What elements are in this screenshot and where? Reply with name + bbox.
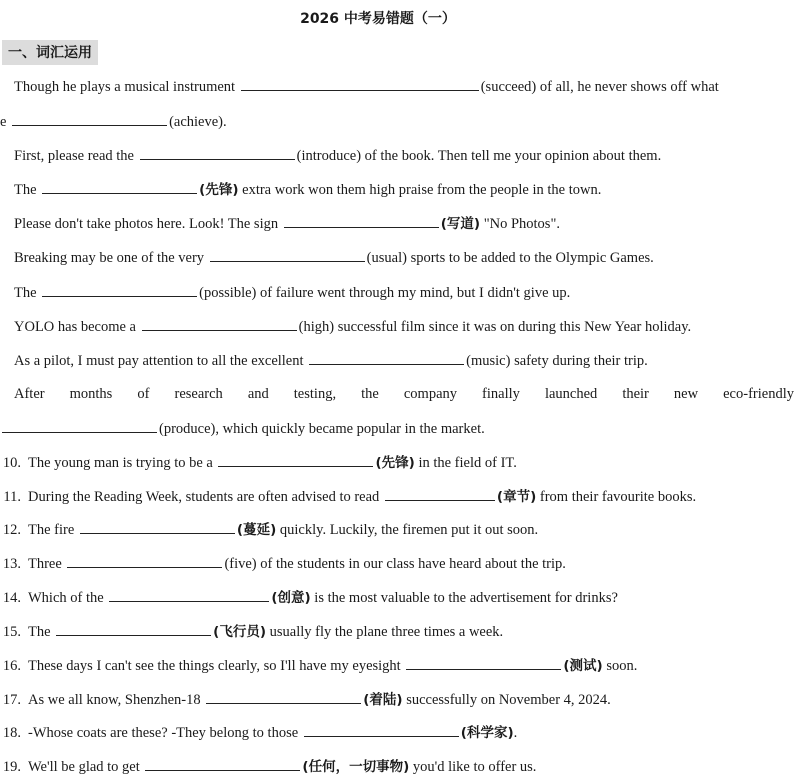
answer-blank[interactable] <box>304 722 459 737</box>
question-text: As we all know, Shenzhen-18 <box>28 692 205 708</box>
question-7 <box>14 282 570 302</box>
answer-blank[interactable] <box>284 213 439 228</box>
question-text-end: is the most valuable to the advertisement for drinks? <box>310 590 618 606</box>
question-text-end: extra work won them high praise from the people in the town. <box>238 182 602 198</box>
question-text: The <box>28 624 55 640</box>
question-text: The fire <box>28 522 78 538</box>
question-text: e <box>0 114 11 130</box>
answer-blank[interactable] <box>67 553 222 568</box>
answer-blank[interactable] <box>406 655 561 670</box>
question-18 <box>0 655 637 675</box>
question-word: research <box>174 386 223 402</box>
answer-blank[interactable] <box>12 111 167 126</box>
question-text-end: of the book. Then tell me your opinion about them. <box>361 148 662 164</box>
question-text: YOLO has become a <box>14 319 140 335</box>
question-text: -Whose coats are these? -They belong to those <box>28 725 302 741</box>
question-number: 19. <box>2 759 21 775</box>
question-number: 16. <box>2 658 21 674</box>
question-text: The young man is trying to be a <box>28 455 217 471</box>
question-text: These days I can't see the things clearly, so I'll have my eyesight <box>28 658 405 674</box>
question-text-end: . <box>513 725 518 741</box>
word-hint: (任何，一切事物) <box>302 759 410 775</box>
question-number: 10. <box>2 455 21 471</box>
question-text-end: quickly. Luckily, the firemen put it out soon. <box>276 522 539 538</box>
word-hint: (科学家) <box>460 725 514 741</box>
answer-blank[interactable] <box>309 350 464 365</box>
question-word: new <box>673 386 699 402</box>
word-hint: (produce) <box>159 421 216 437</box>
question-text-end: usually fly the plane three times a week. <box>266 624 504 640</box>
question-word: company <box>403 386 458 402</box>
question-20 <box>0 722 517 742</box>
question-text-end: in the field of IT. <box>414 455 517 471</box>
question-word: their <box>622 386 649 402</box>
question-3 <box>14 145 661 165</box>
word-hint: (写道) <box>440 216 481 232</box>
question-13 <box>0 486 696 506</box>
question-text: Breaking may be one of the very <box>14 250 208 266</box>
question-text-end: "No Photos". <box>480 216 560 232</box>
question-number: 14. <box>2 590 21 606</box>
answer-blank[interactable] <box>385 486 495 501</box>
answer-blank[interactable] <box>140 145 295 160</box>
answer-blank[interactable] <box>109 587 269 602</box>
question-text-end: of all, he never shows off what <box>536 79 719 95</box>
question-9 <box>14 350 648 370</box>
answer-blank[interactable] <box>56 621 211 636</box>
word-hint: (蔓延) <box>236 522 277 538</box>
answer-blank[interactable] <box>218 452 373 467</box>
question-word: the <box>361 386 379 402</box>
word-hint: (先锋) <box>375 455 415 471</box>
word-hint: (achieve). <box>169 114 227 130</box>
question-text: The <box>14 285 41 301</box>
question-number: 12. <box>2 522 21 538</box>
answer-blank[interactable] <box>210 247 365 262</box>
word-hint: (five) <box>224 556 257 572</box>
word-hint: (succeed) <box>480 79 537 95</box>
question-word: launched <box>544 386 598 402</box>
question-text-end: successfully on November 4, 2024. <box>402 692 611 708</box>
question-text: As a pilot, I must pay attention to all the excellent <box>14 353 308 369</box>
question-text-end: of failure went through my mind, but I didn't give up. <box>256 285 571 301</box>
question-text: The <box>14 182 41 198</box>
question-text-end: of the students in our class have heard about the trip. <box>256 556 566 572</box>
word-hint: (introduce) <box>296 148 362 164</box>
question-10 <box>14 384 794 404</box>
question-word: After <box>14 386 45 402</box>
word-hint: (high) <box>298 319 335 335</box>
question-text-end: sports to be added to the Olympic Games. <box>406 250 654 266</box>
answer-blank[interactable] <box>80 519 235 534</box>
question-number: 13. <box>2 556 21 572</box>
question-8 <box>14 316 691 336</box>
question-5 <box>14 213 560 233</box>
question-11 <box>0 418 485 438</box>
question-text: First, please read the <box>14 148 138 164</box>
question-12 <box>0 452 517 472</box>
question-word: of <box>137 386 150 402</box>
answer-blank[interactable] <box>145 756 300 771</box>
question-21 <box>0 756 536 776</box>
question-text: Please don't take photos here. Look! The sign <box>14 216 282 232</box>
question-word: finally <box>482 386 520 402</box>
word-hint: (先锋) <box>199 182 239 198</box>
question-number: 17. <box>2 692 21 708</box>
question-14 <box>0 519 538 539</box>
word-hint: (usual) <box>366 250 407 266</box>
word-hint: (章节) <box>496 489 537 505</box>
question-word: months <box>69 386 113 402</box>
answer-blank[interactable] <box>2 418 157 433</box>
question-19 <box>0 689 611 709</box>
question-text-end: successful film since it was on during this New Year holiday. <box>334 319 692 335</box>
question-text-end: , which quickly became popular in the market. <box>215 421 485 437</box>
answer-blank[interactable] <box>42 179 197 194</box>
question-word: and <box>247 386 269 402</box>
question-4 <box>14 179 601 199</box>
question-number: 11. <box>3 489 21 505</box>
answer-blank[interactable] <box>241 76 479 91</box>
question-word: eco-friendly <box>723 386 794 402</box>
page-title: 2026 中考易错题（一） <box>300 11 456 27</box>
question-2 <box>0 111 227 131</box>
question-text-end: you'd like to offer us. <box>409 759 537 775</box>
question-text: Which of the <box>28 590 108 606</box>
question-text-end: soon. <box>602 658 638 674</box>
question-17 <box>0 621 503 641</box>
answer-blank[interactable] <box>206 689 361 704</box>
question-text: Three <box>28 556 66 572</box>
question-16 <box>0 587 618 607</box>
word-hint: (创意) <box>271 590 311 606</box>
question-1 <box>14 76 719 96</box>
question-text-end: safety during their trip. <box>510 353 648 369</box>
section-heading: 一、词汇运用 <box>2 40 98 65</box>
answer-blank[interactable] <box>142 316 297 331</box>
question-15 <box>0 553 566 573</box>
question-number: 15. <box>2 624 21 640</box>
word-hint: (possible) <box>199 285 257 301</box>
word-hint: (飞行员) <box>213 624 267 640</box>
question-6 <box>14 247 654 267</box>
answer-blank[interactable] <box>42 282 197 297</box>
word-hint: (music) <box>466 353 511 369</box>
question-text: Though he plays a musical instrument <box>14 79 239 95</box>
question-text: We'll be glad to get <box>28 759 144 775</box>
word-hint: (测试) <box>563 658 603 674</box>
question-number: 18. <box>2 725 21 741</box>
word-hint: (着陆) <box>363 692 403 708</box>
question-text: During the Reading Week, students are often advised to read <box>28 489 383 505</box>
question-word: testing, <box>293 386 337 402</box>
question-text-end: from their favourite books. <box>536 489 697 505</box>
